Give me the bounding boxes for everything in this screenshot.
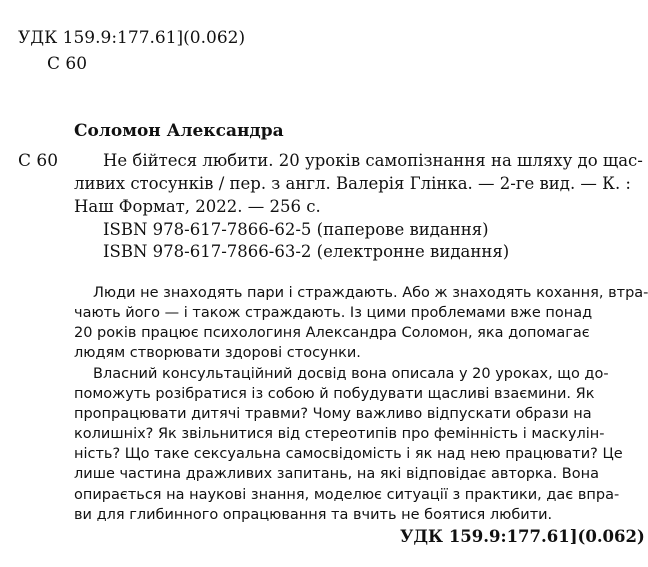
annotation-line: лише частина дражливих запитань, на які відповідає авторка. Вона: [74, 466, 599, 482]
annotation-line: чають його — і також страждають. Із цими проблемами вже понад: [74, 305, 593, 321]
author-sign-top: С 60: [47, 54, 88, 74]
annotation-line: пропрацювати дитячі травми? Чому важливо відпускати образи на: [74, 406, 592, 422]
annotation-line: 20 років працює психологиня Александра Соломон, яка допомагає: [74, 325, 590, 341]
bibliographic-line-1: Не бійтеся любити. 20 уроків самопізнання на шляху до щас-: [103, 151, 643, 170]
bibliographic-line-2: ливих стосунків / пер. з англ. Валерія Глінка. — 2-ге вид. — К. :: [74, 174, 631, 193]
annotation-line: людям створювати здорові стосунки.: [74, 345, 361, 361]
udk-code-bottom: УДК 159.9:177.61](0.062): [400, 527, 645, 546]
isbn-electronic: ISBN 978-617-7866-63-2 (електронне видання): [103, 242, 510, 261]
annotation-line: ви для глибинного опрацювання та вчить не боятися любити.: [74, 507, 553, 523]
isbn-print: ISBN 978-617-7866-62-5 (паперове видання): [103, 220, 489, 239]
author-sign-left: С 60: [18, 151, 59, 171]
annotation-line: опирається на наукові знання, моделює ситуації з практики, дає впра-: [74, 487, 620, 503]
annotation-line: поможуть розібратися із собою й побудувати щасливі взаємини. Як: [74, 386, 595, 402]
annotation-line: Люди не знаходять пари і страждають. Або ж знаходять кохання, втра-: [93, 285, 648, 301]
annotation-line: Власний консультаційний досвід вона описала у 20 уроках, що до-: [93, 366, 609, 382]
author-heading: Соломон Александра: [74, 121, 284, 141]
annotation-line: ність? Що таке сексуальна самосвідомість і як над нею працювати? Це: [74, 446, 623, 462]
bibliographic-line-3: Наш Формат, 2022. — 256 с.: [74, 197, 321, 216]
udk-code-top: УДК 159.9:177.61](0.062): [18, 28, 246, 48]
annotation-line: колишніх? Як звільнитися від стереотипів про фемінність і маскулін-: [74, 426, 605, 442]
